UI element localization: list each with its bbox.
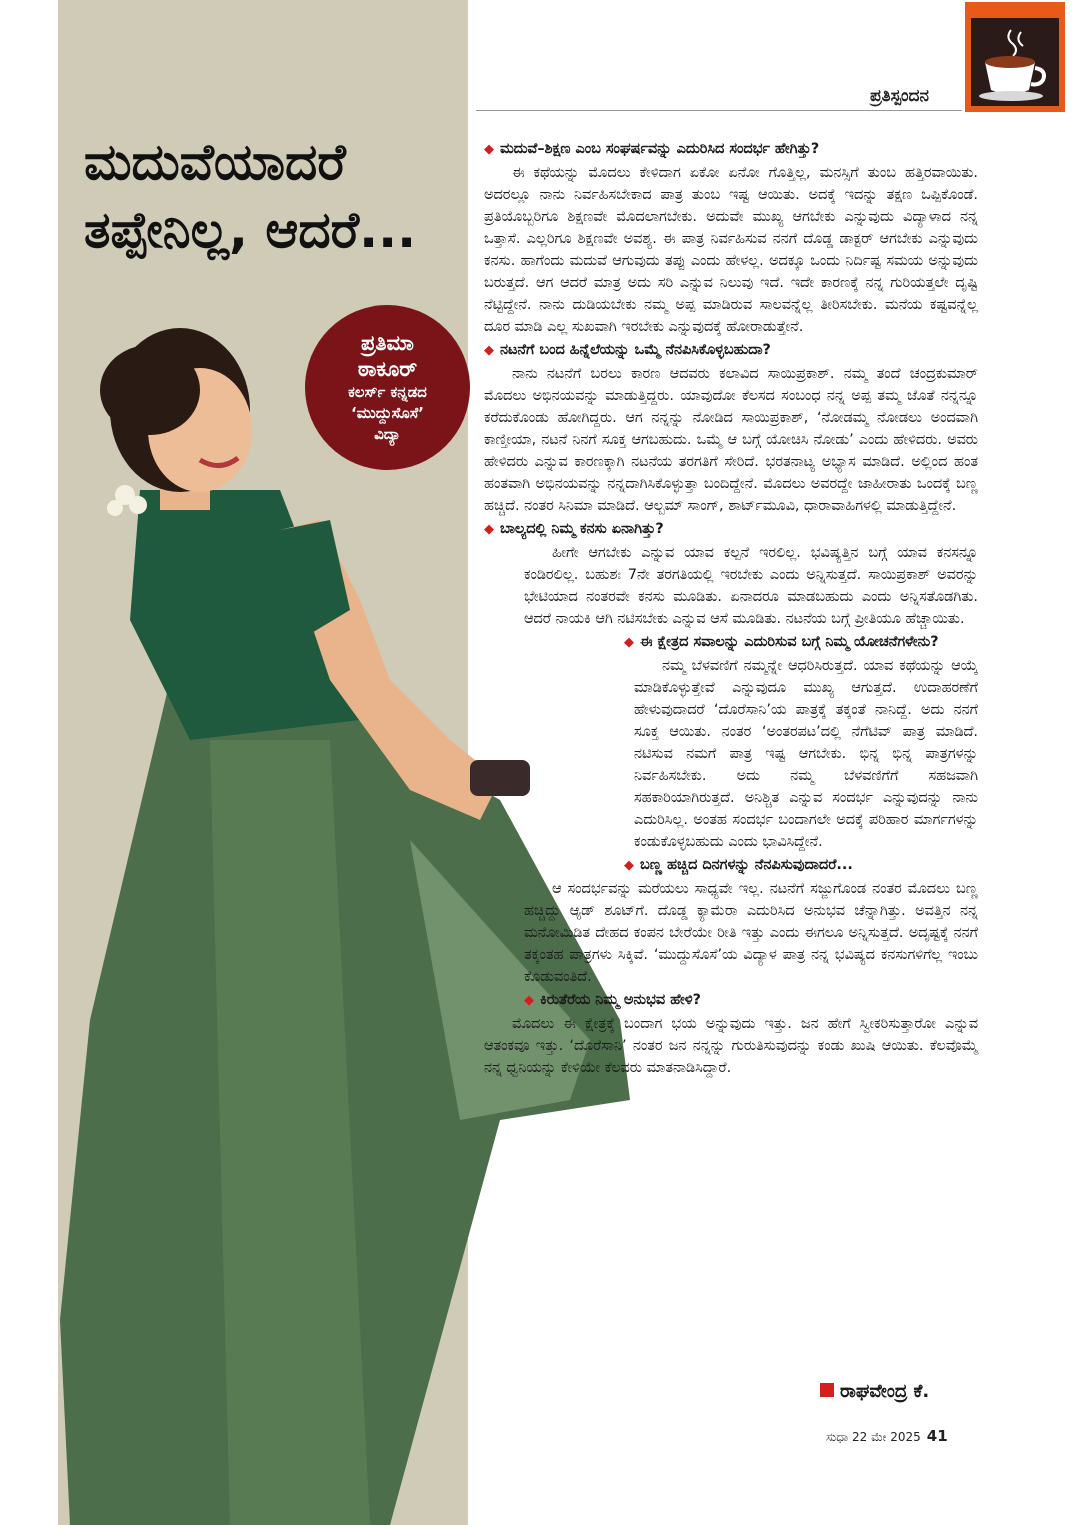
answer-2: ನಾನು ನಟನೆಗೆ ಬರಲು ಕಾರಣ ಆದವರು ಕಲಾವಿದ ಸಾಯಿಪ್ರಕಾಶ್. ನಮ್ಮ ತಂದೆ ಚಂದ್ರಕುಮಾರ್ ಮೊದಲು ಅಭಿನಯವನ್ನು ಮಾಡುತ್ತಿದ್ದರು. ಯಾವುದೋ ಕೆಲಸದ ಸಂಬಂಧ ನನ್ನ ಅಪ್ಪ ತಮ್ಮ ಜೊತೆ ನನ್ನನ್ನೂ ಕರೆದುಕೊಂಡು ಹೋಗಿದ್ದರು. ಆಗ ನನ್ನನ್ನು ನೋಡಿದ ಸಾಯಿಪ್ರಕಾಶ್, ‘ನೋಡಮ್ಮ ನೋಡಲು ಅಂದವಾಗಿ ಕಾಣ್ತೀಯಾ, ನಟನೆ ನಿನಗೆ ಸೂಕ್ತ ಆಗಬಹುದು. ಒಮ್ಮೆ ಆ ಬಗ್ಗೆ ಯೋಚಿಸಿ ನೋಡು’ ಎಂದು ಹೇಳಿದರು. ಅವರು ಹೇಳಿದರು ಎನ್ನುವ ಕಾರಣಕ್ಕಾಗಿ ನಟನೆಯ ತರಗತಿಗೆ ಸೇರಿದೆ. ಭರತನಾಟ್ಯ ಅಭ್ಯಾಸ ಮಾಡಿದೆ. ಅಲ್ಲಿಂದ ಹಂತ ಹಂತವಾಗಿ ಅಭಿನಯವನ್ನು ನನ್ನದಾಗಿಸಿಕೊಳ್ಳುತ್ತಾ ಬಂದಿದ್ದೇನೆ. ಮೊದಲು ಅವರದ್ದೇ ಜಾಹೀರಾತು ಒಂದಕ್ಕೆ ಬಣ್ಣ ಹಚ್ಚಿದೆ. ನಂತರ ಸಿನಿಮಾ ಮಾಡಿದೆ. ಆಲ್ಬಮ್ ಸಾಂಗ್, ಶಾರ್ಟ್‌ಮೂವಿ, ಧಾರಾವಾಹಿಗಳಲ್ಲಿ ಮಾಡುತ್ತಿದ್ದೇನೆ. [484, 366, 978, 514]
question-4 [484, 631, 978, 654]
diamond-bullet-icon: ◆ [624, 858, 634, 873]
question-text: ಕಿರುತೆರೆಯ ನಿಮ್ಮ ಅನುಭವ ಹೇಳಿ? [540, 992, 701, 1008]
page-folio [826, 1427, 948, 1445]
diamond-bullet-icon: ◆ [524, 993, 534, 1008]
byline-square-icon [820, 1383, 834, 1397]
question-text: ಬಾಲ್ಯದಲ್ಲಿ ನಿಮ್ಮ ಕನಸು ಏನಾಗಿತ್ತು? [500, 521, 664, 537]
question-text: ಮದುವೆ–ಶಿಕ್ಷಣ ಎಂಬ ಸಂಘರ್ಷವನ್ನು ಎದುರಿಸಿದ ಸಂದರ್ಭ ಹೇಗಿತ್ತು? [500, 141, 820, 157]
headline-line-2: ತಪ್ಪೇನಿಲ್ಲ, ಆದರೆ... [84, 201, 417, 259]
page-number: 41 [926, 1427, 948, 1445]
byline [820, 1381, 929, 1402]
answer-4: ನಮ್ಮ ಬೆಳವಣಿಗೆ ನಮ್ಮನ್ನೇ ಆಧರಿಸಿರುತ್ತದೆ. ಯಾವ ಕಥೆಯನ್ನು ಆಯ್ಕೆ ಮಾಡಿಕೊಳ್ಳುತ್ತೇವೆ ಎನ್ನುವುದೂ ಮುಖ್ಯ ಆಗುತ್ತದೆ. ಉದಾಹರಣೆಗೆ ಹೇಳುವುದಾದರೆ ‘ದೊರೆಸಾನಿ’ಯ ಪಾತ್ರಕ್ಕೆ ತಕ್ಕಂತೆ ನಾನಿದ್ದೆ. ಅದು ನನಗೆ ಸೂಕ್ತ ಆಯಿತು. ನಂತರ ‘ಅಂತರಪಟ’ದಲ್ಲಿ ನೆಗೆಟಿವ್ ಪಾತ್ರ ಮಾಡಿದೆ. ನಟಿಸುವ ನಮಗೆ ಪಾತ್ರ ಇಷ್ಟ ಆಗಬೇಕು. ಭಿನ್ನ ಭಿನ್ನ ಪಾತ್ರಗಳನ್ನು ನಿರ್ವಹಿಸಬೇಕು. ಅದು ನಮ್ಮ ಬೆಳವಣಿಗೆಗೆ ಸಹಜವಾಗಿ ಸಹಕಾರಿಯಾಗಿರುತ್ತದೆ. ಅನಿಶ್ಚಿತ ಎನ್ನುವ ಸಂದರ್ಭ ಎನ್ನುವುದನ್ನು ನಾನು ಎದುರಿಸಿಲ್ಲ. ಅಂತಹ ಸಂದರ್ಭ ಬಂದಾಗಲೇ ಅದಕ್ಕೆ ಪರಿಹಾರ ಮಾರ್ಗಗಳನ್ನು ಕಂಡುಕೊಳ್ಳಬಹುದು ಎಂದು ಭಾವಿಸಿದ್ದೇನೆ. [634, 658, 978, 850]
question-1 [484, 138, 978, 161]
question-5 [484, 854, 978, 877]
diamond-bullet-icon: ◆ [484, 343, 494, 358]
section-divider [476, 110, 962, 111]
question-text: ಬಣ್ಣ ಹಚ್ಚಿದ ದಿನಗಳನ್ನು ನೆನಪಿಸುವುದಾದರೆ... [640, 857, 853, 873]
question-2 [484, 339, 978, 362]
magazine-date: ಸುಧಾ 22 ಮೇ 2025 [826, 1430, 921, 1444]
answer-5: ಆ ಸಂದರ್ಭವನ್ನು ಮರೆಯಲು ಸಾಧ್ಯವೇ ಇಲ್ಲ. ನಟನೆಗೆ ಸಜ್ಜುಗೊಂಡ ನಂತರ ಮೊದಲು ಬಣ್ಣ ಹಚ್ಚಿದ್ದು ಆ್ಯಡ್ ಶೂಟ್‌ಗೆ. ದೊಡ್ಡ ಕ್ಯಾಮೆರಾ ಎದುರಿಸಿದ ಅನುಭವ ಚೆನ್ನಾಗಿತ್ತು. ಅವತ್ತಿನ ನನ್ನ ಮನೋಮಿಡಿತ ದೇಹದ ಕಂಪನ ಬೇರೆಯೇ ರೀತಿ ಇತ್ತು ಎಂದು ಈಗಲೂ ಅನ್ನಿಸುತ್ತದೆ. ಅದೃಷ್ಟಕ್ಕೆ ನನಗೆ ತಕ್ಕಂತಹ ಪಾತ್ರಗಳು ಸಿಕ್ಕಿವೆ. ‘ಮುದ್ದುಸೊಸೆ’ಯ ವಿದ್ಯಾಳ ಪಾತ್ರ ನನ್ನ ಭವಿಷ್ಯದ ಕನಸುಗಳಿಗೆಲ್ಲ ಇಂಬು ಕೊಡುವಂತಿದೆ. [524, 881, 978, 985]
profile-desc-line-2: ‘ಮುದ್ದುಸೊಸೆ’ [351, 404, 424, 422]
diamond-bullet-icon: ◆ [624, 635, 634, 650]
profile-circle [305, 305, 470, 470]
profile-desc-line-3: ವಿದ್ಯಾ [374, 425, 401, 443]
article-body [484, 137, 978, 1079]
section-badge [965, 2, 1065, 112]
byline-text: ರಾಘವೇಂದ್ರ ಕೆ. [840, 1381, 930, 1402]
section-label: ಪ್ರತಿಸ್ಪಂದನ [870, 86, 929, 106]
diamond-bullet-icon: ◆ [484, 142, 494, 157]
profile-name-line-2: ಠಾಕೂರ್ [357, 357, 418, 381]
answer-3: ಹೀಗೇ ಆಗಬೇಕು ಎನ್ನುವ ಯಾವ ಕಲ್ಪನೆ ಇರಲಿಲ್ಲ. ಭವಿಷ್ಯತ್ತಿನ ಬಗ್ಗೆ ಯಾವ ಕನಸನ್ನೂ ಕಂಡಿರಲಿಲ್ಲ. ಬಹುಶಃ 7ನೇ ತರಗತಿಯಲ್ಲಿ ಇರಬೇಕು ಎಂದು ಅನ್ನಿಸುತ್ತದೆ. ಸಾಯಿಪ್ರಕಾಶ್ ಅವರನ್ನು ಭೇಟಿಯಾದ ನಂತರವೇ ಕನಸು ಮೂಡಿತು. ಏನಾದರೂ ಮಾಡಬಹುದು ಎಂದು ಅನ್ನಿಸತೊಡಗಿತು. ಆದರೆ ನಾಯಕಿ ಆಗಿ ನಟಿಸಬೇಕು ಎನ್ನುವ ಆಸೆ ಮೂಡಿತು. ನಟನೆಯ ಬಗ್ಗೆ ಪ್ರೀತಿಯೂ ಹೆಚ್ಚಾಯಿತು. [524, 545, 978, 627]
headline [84, 128, 464, 264]
coffee-cup-icon [971, 18, 1059, 106]
diamond-bullet-icon: ◆ [484, 522, 494, 537]
headline-line-1: ಮದುವೆಯಾದರೆ [84, 133, 346, 191]
question-text: ನಟನೆಗೆ ಬಂದ ಹಿನ್ನೆಲೆಯನ್ನು ಒಮ್ಮೆ ನೆನಪಿಸಿಕೊಳ್ಳಬಹುದಾ? [500, 342, 771, 358]
profile-name-line-1: ಪ್ರತಿಮಾ [361, 331, 414, 355]
answer-1: ಈ ಕಥೆಯನ್ನು ಮೊದಲು ಕೇಳಿದಾಗ ಏಕೋ ಏನೋ ಗೊತ್ತಿಲ್ಲ, ಮನಸ್ಸಿಗೆ ತುಂಬ ಹತ್ತಿರವಾಯಿತು. ಅದರಲ್ಲೂ ನಾನು ನಿರ್ವಹಿಸಬೇಕಾದ ಪಾತ್ರ ತುಂಬ ಇಷ್ಟ ಆಯಿತು. ಅದಕ್ಕೆ ಇದನ್ನು ತಕ್ಷಣ ಒಪ್ಪಿಕೊಂಡೆ. ಪ್ರತಿಯೊಬ್ಬರಿಗೂ ಶಿಕ್ಷಣವೇ ಮೊದಲಾಗಬೇಕು. ಅದುವೇ ಮುಖ್ಯ ಆಗಬೇಕು ಎನ್ನುವುದು ವಿದ್ಯಾಳಾದ ನನ್ನ ಒತ್ತಾಸೆ. ಎಲ್ಲರಿಗೂ ಶಿಕ್ಷಣವೇ ಅವಶ್ಯ. ಈ ಪಾತ್ರ ನಿರ್ವಹಿಸುವ ನನಗೆ ದೊಡ್ಡ ಡಾಕ್ಟರ್ ಆಗಬೇಕು ಎನ್ನುವುದು ಕನಸು. ಹಾಗೆಂದು ಮದುವೆ ಆಗುವುದು ತಪ್ಪು ಎಂದು ಹೇಳಲ್ಲ. ಅದಕ್ಕೂ ಒಂದು ನಿರ್ದಿಷ್ಟ ಸಮಯ ಅನ್ನುವುದು ಬರುತ್ತದೆ. ಆಗ ಆದರೆ ಮಾತ್ರ ಅದು ಸರಿ ಎನ್ನುವ ನಿಲುವು ಇದೆ. ಇದೇ ಕಾರಣಕ್ಕೆ ನನ್ನ ಗುರಿಯತ್ತಲೇ ದೃಷ್ಟಿ ನೆಟ್ಟಿದ್ದೇನೆ. ನಾನು ದುಡಿಯಬೇಕು ನಮ್ಮ ಅಪ್ಪ ಮಾಡಿರುವ ಸಾಲವನ್ನೆಲ್ಲ ತೀರಿಸಬೇಕು. ಮನೆಯ ಕಷ್ಟವನ್ನೆಲ್ಲ ದೂರ ಮಾಡಿ ಎಲ್ಲ ಸುಖವಾಗಿ ಇರಬೇಕು ಎನ್ನುವುದಕ್ಕೆ ಹೋರಾಡುತ್ತೇನೆ. [484, 165, 978, 335]
profile-desc-line-1: ಕಲರ್ಸ್ ಕನ್ನಡದ [348, 383, 427, 401]
answer-6: ಮೊದಲು ಈ ಕ್ಷೇತ್ರಕ್ಕೆ ಬಂದಾಗ ಭಯ ಅನ್ನುವುದು ಇತ್ತು. ಜನ ಹೇಗೆ ಸ್ವೀಕರಿಸುತ್ತಾರೋ ಎನ್ನುವ ಆತಂಕವೂ ಇತ್ತು. ‘ದೊರೆಸಾನಿ’ ನಂತರ ಜನ ನನ್ನನ್ನು ಗುರುತಿಸುವುದನ್ನು ಕಂಡು ಖುಷಿ ಆಯಿತು. ಕೆಲವೊಮ್ಮೆ ನನ್ನ ಧ್ವನಿಯನ್ನು ಕೇಳಿಯೇ ಕೆಲವರು ಮಾತನಾಡಿಸಿದ್ದಾರೆ. [484, 1016, 978, 1076]
question-text: ಈ ಕ್ಷೇತ್ರದ ಸವಾಲನ್ನು ಎದುರಿಸುವ ಬಗ್ಗೆ ನಿಮ್ಮ ಯೋಚನೆಗಳೇನು? [640, 634, 939, 650]
question-6 [484, 989, 978, 1012]
question-3 [484, 518, 978, 541]
